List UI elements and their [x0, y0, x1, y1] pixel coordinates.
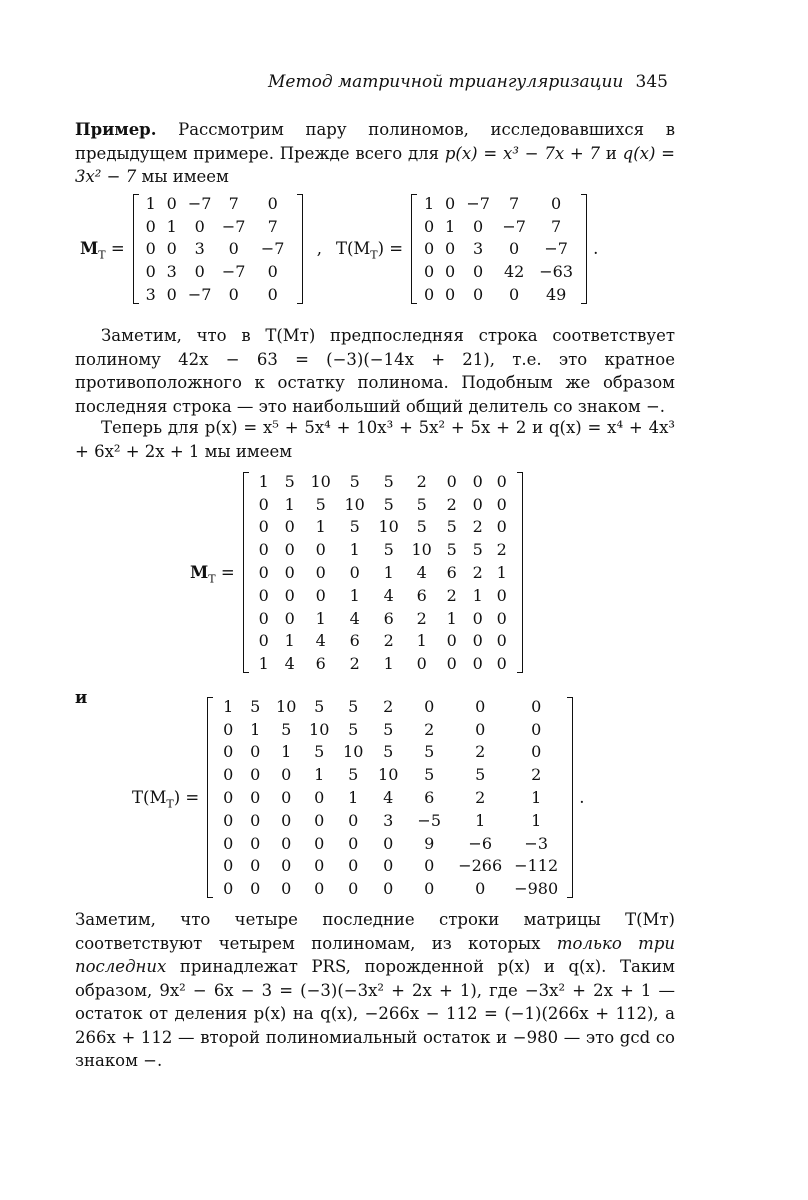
- matrix-cell: 0: [281, 856, 292, 876]
- matrix-cell: 0: [348, 833, 359, 853]
- matrix-row: [252, 607, 514, 630]
- matrix-cell: −7: [544, 239, 568, 259]
- matrix-row: [216, 741, 564, 764]
- matrix-cell: 5: [348, 696, 359, 716]
- matrix-cell: 0: [314, 788, 325, 808]
- matrix-cell: 0: [424, 856, 435, 876]
- matrix-cell: 4: [383, 788, 394, 808]
- eq1-lhs: [80, 239, 125, 262]
- matrix-cell: −7: [260, 239, 285, 259]
- matrix-cell: 5: [446, 517, 457, 537]
- matrix-cell: 0: [475, 879, 486, 899]
- matrix-cell: −266: [458, 856, 503, 876]
- matrix-cell: 2: [416, 608, 427, 628]
- matrix-cell: 0: [472, 494, 483, 514]
- matrix-cell: 4: [383, 585, 394, 605]
- eq1-lhs-eq: =: [105, 239, 125, 259]
- matrix-cell: 2: [446, 494, 457, 514]
- matrix-cell: 1: [250, 719, 261, 739]
- matrix-cell: 0: [531, 742, 542, 762]
- eq3-period: .: [579, 788, 585, 808]
- eq1-rhs-lhs: [335, 239, 404, 262]
- matrix-cell: 0: [250, 742, 261, 762]
- matrix-cell: −7: [187, 285, 212, 305]
- matrix-tmt-1: [411, 192, 587, 306]
- matrix-cell: 0: [315, 563, 326, 583]
- matrix-row: [252, 561, 514, 584]
- matrix-cell: 5: [383, 742, 394, 762]
- matrix-cell: 3: [194, 239, 205, 259]
- matrix-cell: 2: [383, 696, 394, 716]
- matrix-cell: 0: [314, 833, 325, 853]
- matrix-cell: 0: [551, 193, 562, 213]
- matrix-cell: 0: [258, 540, 269, 560]
- matrix-cell: 2: [416, 471, 427, 491]
- matrix-cell: 1: [531, 810, 542, 830]
- matrix-cell: 6: [416, 585, 427, 605]
- matrix-mt-2-table: [252, 470, 514, 675]
- eq2-lhs-m: M: [190, 563, 209, 583]
- matrix-cell: 2: [472, 563, 483, 583]
- matrix-cell: 0: [496, 517, 507, 537]
- matrix-row: [142, 283, 294, 306]
- matrix-cell: 10: [276, 696, 297, 716]
- matrix-cell: 0: [223, 833, 234, 853]
- word-and: и: [75, 688, 88, 707]
- matrix-cell: 1: [424, 193, 435, 213]
- matrix-row: [216, 763, 564, 786]
- matrix-row: [252, 584, 514, 607]
- matrix-cell: 0: [445, 262, 456, 282]
- matrix-cell: 0: [250, 879, 261, 899]
- equation-1: [80, 192, 598, 306]
- matrix-cell: 5: [315, 494, 326, 514]
- matrix-cell: 7: [509, 193, 520, 213]
- matrix-cell: 0: [145, 239, 156, 259]
- matrix-cell: 1: [383, 654, 394, 674]
- matrix-cell: 10: [378, 765, 399, 785]
- matrix-cell: 0: [258, 585, 269, 605]
- matrix-cell: 2: [496, 540, 507, 560]
- matrix-cell: 0: [472, 471, 483, 491]
- matrix-cell: 1: [145, 193, 156, 213]
- matrix-row: [216, 786, 564, 809]
- matrix-cell: 0: [258, 631, 269, 651]
- matrix-cell: 0: [446, 654, 457, 674]
- conclusion-text-1: Заметим, что четыре последние строки матрицы T(Mт) соответствуют четырем полиномам, из которых: [75, 910, 675, 953]
- matrix-cell: −7: [221, 216, 246, 236]
- eq1-period: .: [593, 239, 599, 259]
- conclusion-text-2: принадлежат PRS, порожденной p(x) и q(x). Таким образом, 9x² − 6x − 3 = (−3)(−3x² + 2x + 1), где −3x² + 2x + 1 — остаток от деления p(x) на q(x), −266x − 112 = (−1)(266x + 112), а 266x + 112 — второй полиномиальный остаток и −980 — это gcd со знаком −.: [75, 957, 675, 1070]
- matrix-cell: 2: [383, 631, 394, 651]
- matrix-cell: 1: [258, 471, 269, 491]
- matrix-cell: 0: [348, 810, 359, 830]
- matrix-row: [216, 855, 564, 878]
- example-and: и: [600, 143, 623, 163]
- matrix-cell: 0: [496, 654, 507, 674]
- eq3-lhs: [132, 788, 200, 811]
- matrix-cell: 0: [223, 765, 234, 785]
- matrix-row: [420, 192, 578, 215]
- matrix-cell: 1: [284, 494, 295, 514]
- example-text-2: мы имеем: [136, 167, 229, 186]
- matrix-cell: 4: [284, 654, 295, 674]
- equation-3: [132, 695, 584, 900]
- matrix-cell: 0: [166, 285, 177, 305]
- matrix-cell: 0: [472, 654, 483, 674]
- matrix-cell: −6: [468, 833, 492, 853]
- matrix-cell: 0: [284, 585, 295, 605]
- matrix-cell: 5: [383, 719, 394, 739]
- matrix-cell: 0: [284, 540, 295, 560]
- matrix-cell: 1: [315, 608, 326, 628]
- matrix-row: [142, 215, 294, 238]
- example-paragraph: [75, 118, 675, 189]
- matrix-cell: 6: [424, 788, 435, 808]
- matrix-cell: 2: [475, 788, 486, 808]
- matrix-cell: 0: [446, 631, 457, 651]
- running-header: [268, 72, 668, 92]
- eq1-comma: ,: [316, 239, 322, 259]
- matrix-cell: 1: [314, 765, 325, 785]
- matrix-row: [420, 260, 578, 283]
- matrix-cell: 0: [348, 856, 359, 876]
- matrix-cell: 4: [416, 563, 427, 583]
- matrix-cell: −5: [417, 810, 441, 830]
- matrix-cell: −7: [502, 216, 526, 236]
- eq2-lhs-eq: =: [215, 563, 235, 583]
- matrix-cell: 0: [348, 879, 359, 899]
- matrix-cell: 0: [314, 810, 325, 830]
- matrix-tmt-2-table: [216, 695, 564, 900]
- matrix-cell: 0: [250, 765, 261, 785]
- matrix-cell: 0: [383, 879, 394, 899]
- eq1-tm-eq: ) =: [377, 239, 404, 259]
- matrix-cell: 6: [349, 631, 360, 651]
- matrix-cell: 0: [475, 719, 486, 739]
- matrix-cell: 5: [416, 494, 427, 514]
- matrix-cell: 5: [416, 517, 427, 537]
- conclusion-paragraph: [75, 908, 675, 1073]
- matrix-cell: 6: [383, 608, 394, 628]
- matrix-mt-2: [243, 470, 523, 675]
- matrix-tmt-2: [207, 695, 573, 900]
- matrix-row: [420, 215, 578, 238]
- matrix-cell: 0: [472, 608, 483, 628]
- matrix-cell: 42: [503, 262, 525, 282]
- eq1-tm-label: T(M: [335, 239, 371, 259]
- matrix-cell: 5: [348, 765, 359, 785]
- matrix-cell: 5: [314, 742, 325, 762]
- matrix-cell: 2: [472, 517, 483, 537]
- matrix-row: [142, 238, 294, 261]
- matrix-cell: 7: [551, 216, 562, 236]
- matrix-cell: 0: [267, 193, 278, 213]
- matrix-cell: 1: [475, 810, 486, 830]
- matrix-cell: 0: [250, 833, 261, 853]
- matrix-row: [216, 877, 564, 900]
- matrix-cell: 0: [250, 810, 261, 830]
- matrix-cell: 3: [383, 810, 394, 830]
- matrix-cell: 0: [258, 494, 269, 514]
- matrix-cell: 5: [284, 471, 295, 491]
- eq3-lhs-tm: T(M: [132, 788, 167, 808]
- matrix-cell: 0: [509, 285, 520, 305]
- eq1-lhs-sub: T: [98, 248, 106, 262]
- matrix-cell: 2: [446, 585, 457, 605]
- matrix-cell: 10: [343, 742, 364, 762]
- matrix-cell: 10: [310, 471, 331, 491]
- eq2-lhs-sub: T: [208, 572, 216, 586]
- matrix-cell: 0: [281, 788, 292, 808]
- matrix-cell: 0: [315, 585, 326, 605]
- header-title: Метод матричной триангуляризации: [268, 72, 624, 92]
- matrix-cell: 10: [378, 517, 399, 537]
- eq1-tm-sub: T: [370, 248, 378, 262]
- matrix-cell: 4: [349, 608, 360, 628]
- matrix-cell: 0: [475, 696, 486, 716]
- matrix-cell: 0: [228, 285, 239, 305]
- matrix-cell: 0: [145, 216, 156, 236]
- matrix-tmt-1-table: [420, 192, 578, 306]
- matrix-cell: 2: [531, 765, 542, 785]
- matrix-row: [420, 283, 578, 306]
- matrix-cell: 0: [472, 631, 483, 651]
- matrix-cell: 0: [424, 879, 435, 899]
- matrix-cell: 49: [545, 285, 567, 305]
- matrix-cell: 0: [258, 608, 269, 628]
- matrix-cell: 1: [166, 216, 177, 236]
- matrix-cell: 0: [424, 285, 435, 305]
- matrix-cell: 1: [284, 631, 295, 651]
- matrix-cell: 0: [223, 810, 234, 830]
- matrix-cell: −63: [539, 262, 574, 282]
- matrix-cell: 0: [284, 563, 295, 583]
- matrix-cell: 1: [258, 654, 269, 674]
- matrix-cell: 0: [284, 608, 295, 628]
- matrix-cell: 10: [344, 494, 365, 514]
- matrix-cell: 0: [349, 563, 360, 583]
- matrix-cell: 1: [348, 788, 359, 808]
- matrix-cell: 0: [424, 262, 435, 282]
- matrix-cell: 0: [445, 285, 456, 305]
- matrix-cell: 0: [424, 239, 435, 259]
- matrix-cell: −7: [466, 193, 490, 213]
- eq2-lhs: [190, 563, 235, 586]
- matrix-cell: 0: [314, 879, 325, 899]
- matrix-cell: 0: [267, 285, 278, 305]
- matrix-cell: 0: [166, 239, 177, 259]
- matrix-cell: 5: [424, 765, 435, 785]
- eq1-lhs-m: M: [80, 239, 99, 259]
- example-qx: q(x) = 3x² − 7: [75, 143, 675, 186]
- matrix-cell: 1: [446, 608, 457, 628]
- matrix-cell: 0: [284, 517, 295, 537]
- matrix-cell: 5: [348, 719, 359, 739]
- matrix-cell: 0: [250, 856, 261, 876]
- matrix-cell: 0: [228, 239, 239, 259]
- matrix-cell: 5: [314, 696, 325, 716]
- matrix-cell: 5: [472, 540, 483, 560]
- matrix-cell: 4: [315, 631, 326, 651]
- matrix-cell: 5: [383, 494, 394, 514]
- matrix-cell: 1: [416, 631, 427, 651]
- matrix-cell: 0: [258, 517, 269, 537]
- matrix-cell: 0: [496, 585, 507, 605]
- matrix-cell: 6: [446, 563, 457, 583]
- matrix-cell: 0: [223, 719, 234, 739]
- matrix-cell: 0: [509, 239, 520, 259]
- matrix-cell: 5: [383, 540, 394, 560]
- matrix-cell: 0: [496, 631, 507, 651]
- matrix-row: [252, 538, 514, 561]
- matrix-cell: 10: [309, 719, 330, 739]
- matrix-cell: 0: [416, 654, 427, 674]
- matrix-cell: 7: [267, 216, 278, 236]
- matrix-cell: 0: [281, 810, 292, 830]
- matrix-cell: 0: [473, 216, 484, 236]
- equation-2: [190, 470, 523, 675]
- matrix-cell: 0: [496, 494, 507, 514]
- matrix-cell: 0: [473, 262, 484, 282]
- matrix-cell: 2: [349, 654, 360, 674]
- matrix-cell: 7: [228, 193, 239, 213]
- matrix-row: [216, 695, 564, 718]
- matrix-cell: 2: [475, 742, 486, 762]
- matrix-cell: 0: [267, 262, 278, 282]
- matrix-cell: 0: [424, 216, 435, 236]
- matrix-cell: −980: [514, 879, 559, 899]
- matrix-row: [216, 832, 564, 855]
- example-lead: Пример.: [75, 120, 157, 139]
- matrix-cell: 0: [424, 696, 435, 716]
- matrix-cell: 0: [223, 856, 234, 876]
- matrix-cell: 1: [472, 585, 483, 605]
- matrix-cell: 0: [145, 262, 156, 282]
- matrix-cell: 3: [473, 239, 484, 259]
- page-number: 345: [635, 72, 668, 92]
- matrix-cell: 0: [223, 742, 234, 762]
- matrix-mt-1-table: [142, 192, 294, 306]
- matrix-cell: 5: [349, 517, 360, 537]
- matrix-cell: 1: [315, 517, 326, 537]
- matrix-cell: 5: [250, 696, 261, 716]
- matrix-mt-1: [133, 192, 303, 306]
- eq3-lhs-eq: ) =: [173, 788, 200, 808]
- eq3-lhs-sub: T: [166, 797, 174, 811]
- matrix-row: [252, 652, 514, 675]
- matrix-cell: 1: [496, 563, 507, 583]
- matrix-cell: 0: [166, 193, 177, 213]
- matrix-row: [252, 493, 514, 516]
- matrix-cell: 0: [446, 471, 457, 491]
- matrix-cell: 1: [531, 788, 542, 808]
- matrix-cell: −7: [187, 193, 212, 213]
- matrix-cell: 0: [531, 719, 542, 739]
- matrix-cell: 0: [281, 879, 292, 899]
- matrix-cell: −112: [514, 856, 559, 876]
- matrix-cell: 0: [194, 216, 205, 236]
- matrix-cell: 5: [424, 742, 435, 762]
- matrix-cell: 3: [145, 285, 156, 305]
- matrix-cell: 1: [383, 563, 394, 583]
- example-px: p(x) = x³ − 7x + 7: [444, 143, 601, 163]
- matrix-cell: 0: [383, 833, 394, 853]
- matrix-cell: 0: [314, 856, 325, 876]
- matrix-cell: 9: [424, 833, 435, 853]
- matrix-cell: 0: [258, 563, 269, 583]
- matrix-row: [216, 718, 564, 741]
- matrix-cell: 1: [445, 216, 456, 236]
- matrix-cell: 0: [496, 608, 507, 628]
- matrix-cell: −7: [221, 262, 246, 282]
- matrix-cell: 0: [473, 285, 484, 305]
- matrix-cell: 1: [349, 585, 360, 605]
- matrix-cell: 0: [223, 788, 234, 808]
- matrix-cell: 5: [383, 471, 394, 491]
- matrix-cell: 0: [531, 696, 542, 716]
- matrix-cell: 0: [250, 788, 261, 808]
- matrix-cell: 5: [349, 471, 360, 491]
- matrix-cell: 0: [496, 471, 507, 491]
- conclusion-italic: только три последних: [75, 933, 676, 976]
- matrix-cell: 3: [166, 262, 177, 282]
- matrix-cell: 1: [349, 540, 360, 560]
- matrix-cell: −3: [524, 833, 548, 853]
- matrix-row: [216, 809, 564, 832]
- matrix-cell: 0: [383, 856, 394, 876]
- matrix-cell: 1: [281, 742, 292, 762]
- matrix-cell: 0: [281, 765, 292, 785]
- example-text-1: Рассмотрим пару полиномов, исследовавшихся в предыдущем примере. Прежде всего для: [75, 120, 675, 163]
- matrix-cell: 5: [475, 765, 486, 785]
- matrix-cell: 0: [223, 879, 234, 899]
- matrix-cell: 0: [281, 833, 292, 853]
- matrix-cell: 10: [411, 540, 432, 560]
- matrix-cell: 0: [194, 262, 205, 282]
- matrix-cell: 5: [281, 719, 292, 739]
- matrix-row: [142, 192, 294, 215]
- matrix-row: [252, 516, 514, 539]
- matrix-cell: 2: [424, 719, 435, 739]
- matrix-row: [252, 470, 514, 493]
- matrix-cell: 6: [315, 654, 326, 674]
- matrix-row: [252, 630, 514, 653]
- matrix-cell: 0: [445, 239, 456, 259]
- matrix-cell: 1: [223, 696, 234, 716]
- matrix-cell: 5: [446, 540, 457, 560]
- matrix-cell: 0: [315, 540, 326, 560]
- matrix-row: [420, 238, 578, 261]
- matrix-row: [142, 260, 294, 283]
- second-example-paragraph: Теперь для p(x) = x⁵ + 5x⁴ + 10x³ + 5x² + 5x + 2 и q(x) = x⁴ + 4x³ + 6x² + 2x + 1 мы имеем: [75, 418, 675, 461]
- remark-paragraph-1: Заметим, что в T(Mт) предпоследняя строка соответствует полиному 42x − 63 = (−3)(−14x + 21), т.е. это кратное противоположного к остатку полинома. Подобным же образом последняя строка — это наибольший общий делитель со знаком −.: [75, 326, 675, 416]
- matrix-cell: 0: [445, 193, 456, 213]
